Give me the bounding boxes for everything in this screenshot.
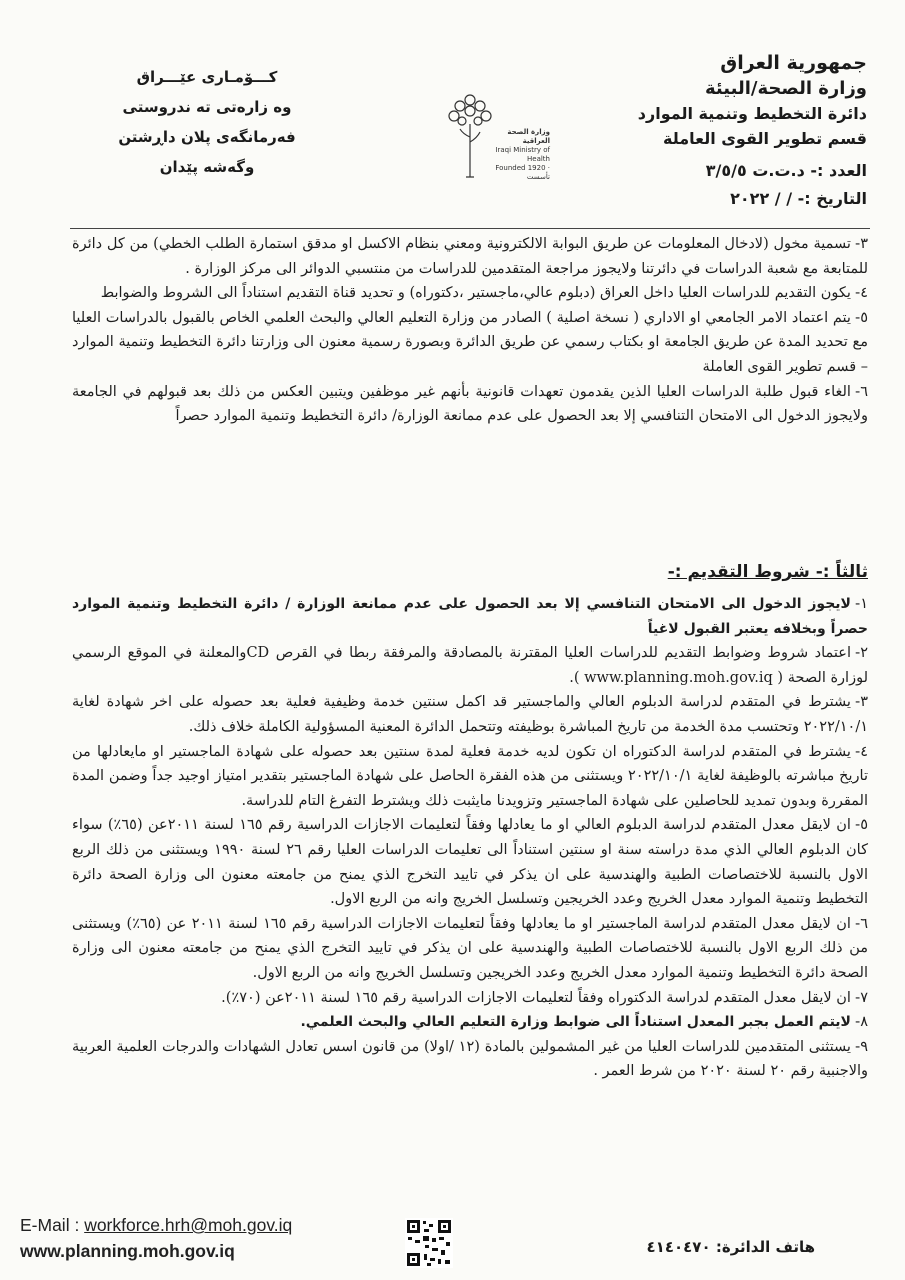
directorate-name: دائرة التخطيط وتنمية الموارد bbox=[637, 104, 867, 123]
kurdish-ministry: وه زاره‌تى ته ندروستی bbox=[122, 98, 292, 116]
list-item: ٢-اعتماد شروط وضوابط التقديم للدراسات العليا المقترنة بالمصادقة والمرفقة ربطا في القرص CDوالمعلنة في الموقع الرسمي لوزارة الصحة ( www.planning.moh.gov.iq ). bbox=[72, 645, 868, 686]
country-name: جمهورية العراق bbox=[720, 52, 867, 74]
footer-contact bbox=[20, 1212, 292, 1264]
list-item: ٦-الغاء قبول طلبة الدراسات العليا الذين يقدمون تعهدات قانونية بأنهم غير موظفين ويتبين العكس من ذلك بعد قبولهم في الجامعة ولايجوز الدخول الى الامتحان التنافسي إلا بعد الحصول على عدم ممانعة الوزارة/ دائرة التخطيط وتنمية الموارد حصراً bbox=[72, 383, 868, 425]
list-item: ٤-يشترط في المتقدم لدراسة الدكتوراه ان تكون لديه خدمة فعلية لمدة سنتين بعد حصوله على شهادة الماجستير او مايعادلها من تاريخ مباشرته بالوظيفة لغاية ٢٠٢٢/١٠/١ ويستثنى من هذه الفقرة الحاصل على شهادة الماجستير بتقدير امتياز اوجيد جداً وضمن المدة المقررة وبدون تمديد للحاصلين على شهادة الماجستير وتزويدنا مايثبت ذلك ويشترط التفرغ التام للدراسة. bbox=[72, 743, 868, 809]
footer-phone: هاتف الدائرة: ٤١٤٠٤٧٠ bbox=[646, 1238, 815, 1256]
department-name: قسم تطوير القوى العاملة bbox=[663, 129, 867, 148]
list-item: ٨-لايتم العمل بجبر المعدل استناداً الى ضوابط وزارة التعليم العالي والبحث العلمي. bbox=[300, 1014, 868, 1031]
conditions-part-2 bbox=[72, 592, 868, 1084]
list-item: ٥-ان لايقل معدل المتقدم لدراسة الدبلوم العالي او ما يعادلها وفقاً لتعليمات الاجازات الدراسية رقم ١٦٥ لسنة ٢٠١١عن (٦٥٪) سواء كان الدبلوم العالي الذي مدة دراسته سنة او سنتين استناداً الى تعليمات الدراسات العليا رقم ٢٦ لسنة ١٩٩٠ ويستثنى من ذلك الربع الاول بالنسبة للاختصاصات الطبية والهندسية على ان يذكر في تاييد التخرج الذي يمنح من جامعته معنون الى وزارة الصحة دائرة التخطيط وتنمية الموارد معدل الخريج وعدد الخريجين وتسلسل الخريج وانه من الربع الاول. bbox=[72, 817, 868, 908]
ministry-name: وزارة الصحة/البيئة bbox=[705, 78, 867, 99]
qr-code-icon bbox=[405, 1218, 453, 1268]
website-link[interactable]: www.planning.moh.gov.iq bbox=[20, 1241, 235, 1261]
list-item: ٤-يكون التقديم للدراسات العليا داخل العراق (دبلوم عالي،ماجستير ،دكتوراه) و تحديد قناة التقديم استناداً الى الشروط والضوابط bbox=[100, 285, 868, 302]
list-item: ٣-تسمية مخول (لادخال المعلومات عن طريق البوابة الالكترونية ومعني بنظام الاكسل او مدقق استمارة الطلب الخطي) من كل دائرة للمتابعة مع شعبة الدراسات في دائرتنا ولايجوز مراجعة المتقدمين للدراسات من منتسبي الدوائر الى مركز الوزارة . bbox=[72, 236, 868, 277]
email-link[interactable]: workforce.hrh@moh.gov.iq bbox=[84, 1215, 293, 1235]
list-item: ٩-يستثنى المتقدمين للدراسات العليا من غير المشمولين بالمادة (١٢ /اولا) من قانون اسس تعادل الشهادات والدرجات العلمية العربية والاجنبية رقم ٢٠ لسنة ٢٠٢٠ من شرط العمر . bbox=[72, 1038, 868, 1080]
letter-date: التاريخ :- / / ٢٠٢٢ bbox=[730, 189, 867, 208]
header-divider bbox=[70, 228, 870, 229]
list-item: ٦-ان لايقل معدل المتقدم لدراسة الماجستير او ما يعادلها وفقاً لتعليمات الاجازات الدراسية رقم ١٦٥ لسنة ٢٠١١ عن (٦٥٪) ويستثنى من ذلك الربع الاول بالنسبة للاختصاصات الطبية والهندسية على ان يذكر في تاييد التخرج الذي يمنح من جامعته معنون الى وزارة الصحة دائرة التخطيط وتنمية الموارد معدل الخريج وعدد الخريجين وتسلسل الخريج وانه من الربع الاول. bbox=[72, 915, 868, 981]
reference-number: العدد :- د.ت.ت ٣/٥/٥ bbox=[705, 161, 867, 180]
letterhead-arabic bbox=[567, 50, 867, 212]
kurdish-directorate: فەرمانگەی پلان داڕشتن وگەشە پێدان bbox=[118, 128, 296, 176]
logo-caption-english: Iraqi Ministry of Health bbox=[495, 146, 550, 163]
logo-caption-founded: Founded 1920 · تأسست bbox=[495, 164, 550, 181]
list-item: ١-لايجوز الدخول الى الامتحان التنافسي إلا بعد الحصول على عدم ممانعة الوزارة / دائرة التخطيط وتنمية الموارد حصراً وبخلافه يعتبر القبول لاغياً bbox=[72, 596, 868, 637]
logo-caption bbox=[432, 128, 550, 182]
letterhead-kurdish bbox=[92, 62, 322, 182]
conditions-part-1 bbox=[72, 232, 868, 429]
logo-caption-arabic: وزارة الصحة العراقية bbox=[507, 128, 550, 145]
section-title: ثالثاً :- شروط التقديم :- bbox=[667, 562, 868, 582]
footer-email-line bbox=[20, 1212, 292, 1238]
list-item: ٥-يتم اعتماد الامر الجامعي او الاداري ( نسخة اصلية ) الصادر من وزارة التعليم العالي والبحث العلمي الخاص بالقبول بالدراسات العليا مع تحديد المدة عن طريق الجامعة او بكتاب رسمي عن طريق الدائرة وبصورة رسمية معنون الى وزارتنا دائرة التخطيط وتنمية الموارد – قسم تطوير القوى العاملة bbox=[72, 309, 868, 375]
kurdish-country: كـــۆمـارى عێـــراق bbox=[136, 68, 278, 86]
email-label: E-Mail : bbox=[20, 1215, 80, 1235]
list-item: ٧-ان لايقل معدل المتقدم لدراسة الدكتوراه وفقاً لتعليمات الاجازات الدراسية رقم ١٦٥ لسنة ٢٠١١عن (٧٠٪). bbox=[221, 989, 868, 1006]
list-item: ٣-يشترط في المتقدم لدراسة الدبلوم العالي والماجستير قد اكمل سنتين خدمة وظيفية فعلية بعد حصوله على اخر شهادة لغاية ٢٠٢٢/١٠/١ وتحتسب مدة الخدمة من تاريخ المباشرة بوظيفته وتتحمل الدائرة المعنية المسؤولية الكاملة خلاف ذلك. bbox=[72, 694, 868, 735]
